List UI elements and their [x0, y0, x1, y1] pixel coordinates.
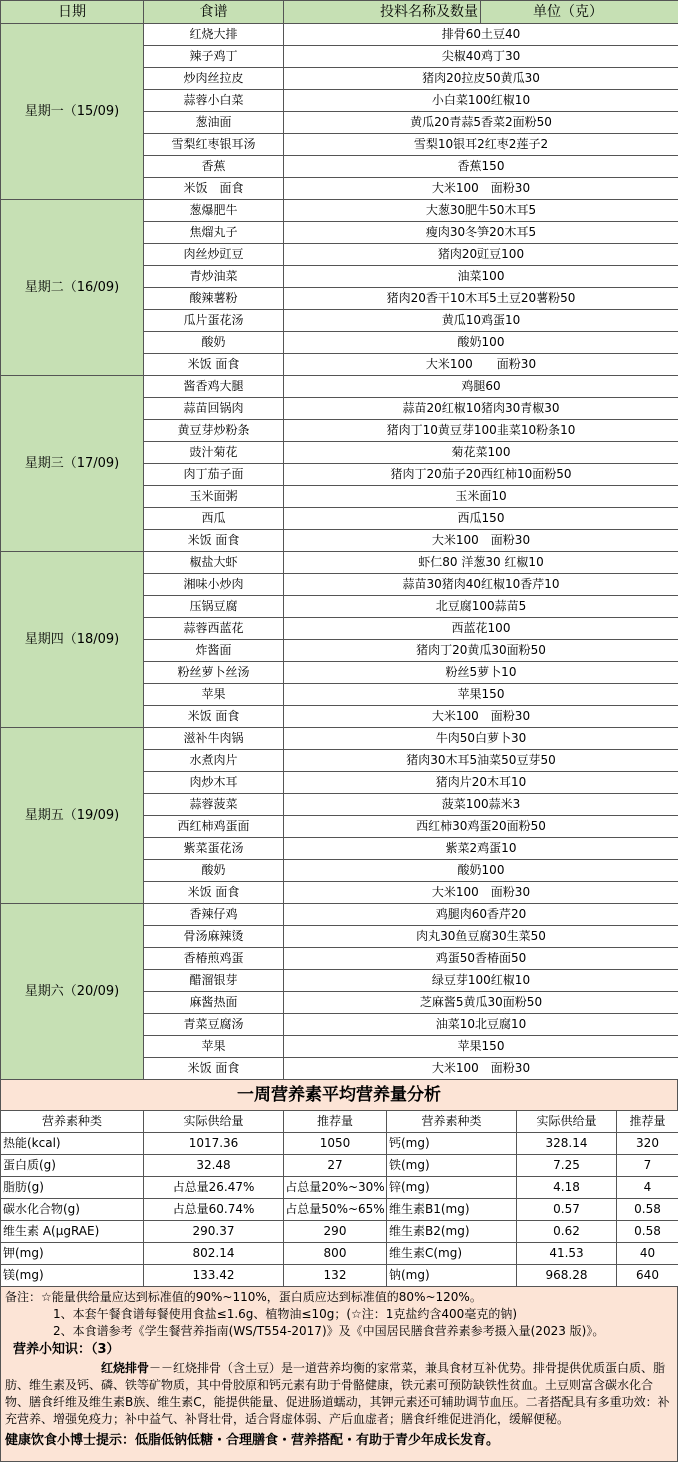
- dish-ingredients: 排骨60土豆40: [284, 24, 678, 46]
- dish-name: 苹果: [144, 684, 284, 706]
- dish-ingredients: 大米100 面粉30: [284, 1058, 678, 1080]
- dish-ingredients: 紫菜2鸡蛋10: [284, 838, 678, 860]
- nutrient-value: 802.14: [144, 1243, 284, 1265]
- nutrient-value: 133.42: [144, 1265, 284, 1287]
- dish-name: 米饭 面食: [144, 706, 284, 728]
- dish-name: 粉丝萝卜丝汤: [144, 662, 284, 684]
- dish-name: 葱油面: [144, 112, 284, 134]
- dish-name: 西瓜: [144, 508, 284, 530]
- dish-ingredients: 鸡腿60: [284, 376, 678, 398]
- dish-name: 紫菜蛋花汤: [144, 838, 284, 860]
- nutrient-value: 290: [284, 1221, 387, 1243]
- menu-row: [1, 728, 678, 750]
- nutrient-value: 800: [284, 1243, 387, 1265]
- dish-ingredients: 大米100 面粉30: [284, 354, 678, 376]
- day-label: 星期三（17/09): [1, 376, 144, 552]
- dish-name: 香蕉: [144, 156, 284, 178]
- nutrition-row: [1, 1221, 678, 1243]
- dish-ingredients: 大米100 面粉30: [284, 706, 678, 728]
- dish-name: 瓜片蛋花汤: [144, 310, 284, 332]
- healthy-tip: 健康饮食小博士提示：低脂低钠低糖・合理膳食・营养搭配・有助于青少年成长发育。: [5, 1433, 500, 1448]
- dish-ingredients: 菠菜100蒜米3: [284, 794, 678, 816]
- nutrient-value: 1017.36: [144, 1133, 284, 1155]
- header-ingredients: 投料名称及数量: [284, 1, 481, 24]
- dish-ingredients: 猪肉片20木耳10: [284, 772, 678, 794]
- dish-ingredients: 酸奶100: [284, 332, 678, 354]
- nutrition-header-cell: 营养素种类: [387, 1111, 517, 1133]
- nutrition-header-cell: 实际供给量: [144, 1111, 284, 1133]
- nutrient-value: 1050: [284, 1133, 387, 1155]
- dish-name: 米饭 面食: [144, 1058, 284, 1080]
- menu-row: [1, 376, 678, 398]
- nutrient-name: 维生素B1(mg): [387, 1199, 517, 1221]
- dish-ingredients: 油菜10北豆腐10: [284, 1014, 678, 1036]
- nutrient-value: 4.18: [517, 1177, 617, 1199]
- nutrient-value: 占总量26.47%: [144, 1177, 284, 1199]
- nutrition-body: [1, 1111, 678, 1287]
- dish-name: 蒜蓉西蓝花: [144, 618, 284, 640]
- nutrition-row: [1, 1243, 678, 1265]
- dish-ingredients: 鸡蛋50香椿面50: [284, 948, 678, 970]
- dish-ingredients: 蒜苗20红椒10猪肉30青椒30: [284, 398, 678, 420]
- nutrient-value: 640: [617, 1265, 678, 1287]
- dish-name: 玉米面粥: [144, 486, 284, 508]
- dish-name: 米饭 面食: [144, 882, 284, 904]
- dish-name: 米饭 面食: [144, 178, 284, 200]
- nutrient-value: 40: [617, 1243, 678, 1265]
- nutrition-row: [1, 1133, 678, 1155]
- nutrient-name: 钙(mg): [387, 1133, 517, 1155]
- dish-ingredients: 大葱30肥牛50木耳5: [284, 200, 678, 222]
- nutrient-value: 320: [617, 1133, 678, 1155]
- nutrient-name: 锌(mg): [387, 1177, 517, 1199]
- dish-ingredients: 油菜100: [284, 266, 678, 288]
- dish-ingredients: 西蓝花100: [284, 618, 678, 640]
- nutrient-value: 0.62: [517, 1221, 617, 1243]
- nutrition-row: [1, 1177, 678, 1199]
- dish-ingredients: 雪梨10银耳2红枣2莲子2: [284, 134, 678, 156]
- menu-row: [1, 200, 678, 222]
- dish-ingredients: 大米100 面粉30: [284, 178, 678, 200]
- dish-ingredients: 西红柿30鸡蛋20面粉50: [284, 816, 678, 838]
- dish-ingredients: 尖椒40鸡丁30: [284, 46, 678, 68]
- dish-ingredients: 猪肉20拉皮50黄瓜30: [284, 68, 678, 90]
- dish-name: 蒜蓉小白菜: [144, 90, 284, 112]
- dish-ingredients: 蒜苗30猪肉40红椒10香芹10: [284, 574, 678, 596]
- dish-name: 肉丁茄子面: [144, 464, 284, 486]
- dish-name: 米饭 面食: [144, 354, 284, 376]
- nutrition-title: 一周营养素平均营养量分析: [0, 1080, 678, 1110]
- dish-name: 米饭 面食: [144, 530, 284, 552]
- dish-name: 香辣仔鸡: [144, 904, 284, 926]
- knowledge-title: 营养小知识：（3）: [13, 1342, 120, 1357]
- nutrient-name: 铁(mg): [387, 1155, 517, 1177]
- dish-name: 红烧大排: [144, 24, 284, 46]
- nutrient-value: 7.25: [517, 1155, 617, 1177]
- dish-name: 蒜蓉菠菜: [144, 794, 284, 816]
- dish-name: 椒盐大虾: [144, 552, 284, 574]
- nutrient-value: 328.14: [517, 1133, 617, 1155]
- nutrition-header-row: [1, 1111, 678, 1133]
- dish-ingredients: 瘦肉30冬笋20木耳5: [284, 222, 678, 244]
- nutrition-header-cell: 推荐量: [284, 1111, 387, 1133]
- knowledge-paragraph: [5, 1360, 673, 1428]
- nutrient-value: 占总量50%~65%: [284, 1199, 387, 1221]
- nutrition-header-cell: 推荐量: [617, 1111, 678, 1133]
- dish-ingredients: 北豆腐100蒜苗5: [284, 596, 678, 618]
- menu-row: [1, 552, 678, 574]
- nutrient-value: 27: [284, 1155, 387, 1177]
- menu-body: [1, 24, 678, 1080]
- dish-name: 水煮肉片: [144, 750, 284, 772]
- nutrient-name: 蛋白质(g): [1, 1155, 144, 1177]
- dish-ingredients: 玉米面10: [284, 486, 678, 508]
- dish-name: 蒜苗回锅肉: [144, 398, 284, 420]
- note-reference: 2、本食谱参考《学生餐营养指南(WS/T554-2017)》及《中国居民膳食营养素参考摄入量(2023 版)》。: [53, 1324, 605, 1338]
- header-recipe: 食谱: [144, 1, 284, 24]
- nutrient-value: 132: [284, 1265, 387, 1287]
- dish-name: 苹果: [144, 1036, 284, 1058]
- dish-ingredients: 西瓜150: [284, 508, 678, 530]
- nutrient-name: 脂肪(g): [1, 1177, 144, 1199]
- dish-ingredients: 猪肉丁10黄豆芽100韭菜10粉条10: [284, 420, 678, 442]
- header-date: 日期: [1, 1, 144, 24]
- dish-ingredients: 猪肉20豇豆100: [284, 244, 678, 266]
- dish-name: 肉丝炒豇豆: [144, 244, 284, 266]
- nutrient-value: 41.53: [517, 1243, 617, 1265]
- dish-title: 红烧排骨: [101, 1361, 150, 1375]
- nutrition-row: [1, 1155, 678, 1177]
- nutrient-value: 0.58: [617, 1199, 678, 1221]
- dish-name: 炒肉丝拉皮: [144, 68, 284, 90]
- nutrient-name: 维生素B2(mg): [387, 1221, 517, 1243]
- dish-ingredients: 肉丸30鱼豆腐30生菜50: [284, 926, 678, 948]
- nutrient-value: 968.28: [517, 1265, 617, 1287]
- day-label: 星期一（15/09): [1, 24, 144, 200]
- dish-name: 酸辣薯粉: [144, 288, 284, 310]
- note-remark: 备注：☆能量供给量应达到标准值的90%~110%，蛋白质应达到标准值的80%~120%。: [5, 1290, 482, 1304]
- dish-name: 滋补牛肉锅: [144, 728, 284, 750]
- nutrient-name: 维生素C(mg): [387, 1243, 517, 1265]
- dish-ingredients: 粉丝5萝卜10: [284, 662, 678, 684]
- dish-name: 压锅豆腐: [144, 596, 284, 618]
- menu-header-row: [1, 1, 678, 24]
- nutrition-row: [1, 1199, 678, 1221]
- dish-ingredients: 香蕉150: [284, 156, 678, 178]
- dish-ingredients: 大米100 面粉30: [284, 530, 678, 552]
- dish-ingredients: 虾仁80 洋葱30 红椒10: [284, 552, 678, 574]
- nutrient-name: 维生素 A(μgRAE): [1, 1221, 144, 1243]
- day-label: 星期五（19/09): [1, 728, 144, 904]
- dish-ingredients: 苹果150: [284, 684, 678, 706]
- dish-ingredients: 猪肉20香干10木耳5土豆20薯粉50: [284, 288, 678, 310]
- nutrition-row: [1, 1265, 678, 1287]
- dish-name: 醋溜银芽: [144, 970, 284, 992]
- nutrient-name: 镁(mg): [1, 1265, 144, 1287]
- dish-name: 酱香鸡大腿: [144, 376, 284, 398]
- dish-name: 黄豆芽炒粉条: [144, 420, 284, 442]
- nutrient-value: 占总量60.74%: [144, 1199, 284, 1221]
- notes-section: [0, 1287, 678, 1462]
- dish-name: 雪梨红枣银耳汤: [144, 134, 284, 156]
- dish-ingredients: 菊花菜100: [284, 442, 678, 464]
- nutrient-value: 0.58: [617, 1221, 678, 1243]
- day-label: 星期六（20/09): [1, 904, 144, 1080]
- dish-ingredients: 黄瓜10鸡蛋10: [284, 310, 678, 332]
- nutrient-name: 碳水化合物(g): [1, 1199, 144, 1221]
- dish-name: 骨汤麻辣烫: [144, 926, 284, 948]
- dish-ingredients: 苹果150: [284, 1036, 678, 1058]
- nutrient-value: 32.48: [144, 1155, 284, 1177]
- day-label: 星期二（16/09): [1, 200, 144, 376]
- note-salt-oil: 1、本套午餐食谱每餐使用食盐≤1.6g、植物油≤10g；(☆注：1克盐约含400毫克的钠): [53, 1307, 517, 1321]
- dish-name: 肉炒木耳: [144, 772, 284, 794]
- dish-name: 青菜豆腐汤: [144, 1014, 284, 1036]
- nutrition-header-cell: 营养素种类: [1, 1111, 144, 1133]
- dish-ingredients: 鸡腿肉60香芹20: [284, 904, 678, 926]
- nutrient-value: 0.57: [517, 1199, 617, 1221]
- dish-name: 湘味小炒肉: [144, 574, 284, 596]
- nutrition-header-cell: 实际供给量: [517, 1111, 617, 1133]
- dish-name: 西红柿鸡蛋面: [144, 816, 284, 838]
- dish-ingredients: 绿豆芽100红椒10: [284, 970, 678, 992]
- dish-name: 辣子鸡丁: [144, 46, 284, 68]
- dish-name: 青炒油菜: [144, 266, 284, 288]
- dish-name: 焦熘丸子: [144, 222, 284, 244]
- nutrient-name: 热能(kcal): [1, 1133, 144, 1155]
- nutrient-name: 钾(mg): [1, 1243, 144, 1265]
- nutrient-value: 4: [617, 1177, 678, 1199]
- menu-row: [1, 24, 678, 46]
- dish-name: 麻酱热面: [144, 992, 284, 1014]
- dish-name: 香椿煎鸡蛋: [144, 948, 284, 970]
- dish-name: 葱爆肥牛: [144, 200, 284, 222]
- nutrient-value: 7: [617, 1155, 678, 1177]
- nutrition-table: [0, 1110, 678, 1287]
- dish-ingredients: 大米100 面粉30: [284, 882, 678, 904]
- menu-row: [1, 904, 678, 926]
- dish-name: 炸酱面: [144, 640, 284, 662]
- dish-ingredients: 黄瓜20青蒜5香菜2面粉50: [284, 112, 678, 134]
- nutrient-name: 钠(mg): [387, 1265, 517, 1287]
- header-unit: 单位（克）: [481, 1, 678, 24]
- day-label: 星期四（18/09): [1, 552, 144, 728]
- nutrient-value: 占总量20%~30%: [284, 1177, 387, 1199]
- dish-ingredients: 猪肉丁20茄子20西红柿10面粉50: [284, 464, 678, 486]
- dish-ingredients: 酸奶100: [284, 860, 678, 882]
- dish-ingredients: 牛肉50白萝卜30: [284, 728, 678, 750]
- nutrient-value: 290.37: [144, 1221, 284, 1243]
- dish-ingredients: 芝麻酱5黄瓜30面粉50: [284, 992, 678, 1014]
- knowledge-text: －－红烧排骨（含土豆）是一道营养均衡的家常菜，兼具食材互补优势。排骨提供优质蛋白质、脂肪、维生素及钙、磷、铁等矿物质，其中骨胶原和钙元素有助于骨骼健康，铁元素可预防缺铁性贫血。土豆则富含碳水化合物、膳食纤维及维生素B族、维生素C，能提供能量、促进肠道蠕动，其钾元素还可辅助调节血压。二者搭配具有多重功效：补充营养、增强免疫力；补中益气、补肾壮骨，适合肾虚体弱、产后血虚者；膳食纤维促进消化，缓解便秘。: [5, 1361, 670, 1426]
- dish-ingredients: 猪肉30木耳5油菜50豆芽50: [284, 750, 678, 772]
- dish-name: 酸奶: [144, 860, 284, 882]
- dish-ingredients: 小白菜100红椒10: [284, 90, 678, 112]
- dish-ingredients: 猪肉丁20黄瓜30面粉50: [284, 640, 678, 662]
- dish-name: 豉汁菊花: [144, 442, 284, 464]
- dish-name: 酸奶: [144, 332, 284, 354]
